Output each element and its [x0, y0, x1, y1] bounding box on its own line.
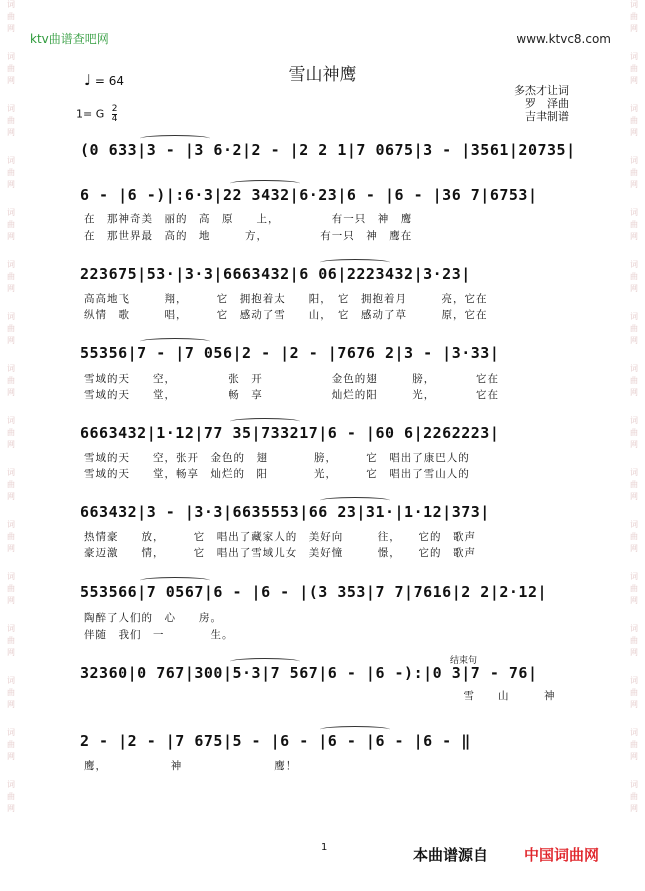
lyric-line: 豪迈激 情， 它 唱出了雪域儿女 美好憧 憬， 它的 歌声: [84, 547, 476, 559]
quarter-note-icon: ♩: [84, 71, 92, 89]
watermark-char: 网: [7, 232, 15, 241]
key-signature: [76, 105, 117, 124]
watermark-char: 词: [7, 312, 15, 321]
lyric-line: 伴随 我们 一 生。: [84, 629, 234, 641]
watermark-char: 词: [630, 260, 638, 269]
watermark-char: 曲: [7, 272, 15, 281]
watermark-char: 曲: [630, 64, 638, 73]
slur-mark: [140, 135, 210, 142]
watermark-char: 词: [630, 676, 638, 685]
watermark-char: 词: [630, 520, 638, 529]
site-name-left[interactable]: ktv曲谱查吧网: [30, 32, 109, 46]
source-label: 本曲谱源自: [413, 846, 489, 864]
composer-credit: 罗 泽曲: [525, 97, 569, 110]
watermark-char: 词: [630, 104, 638, 113]
watermark-char: 词: [7, 156, 15, 165]
watermark-char: 词: [630, 312, 638, 321]
watermark-char: 词: [7, 728, 15, 737]
watermark-char: 网: [630, 544, 638, 553]
watermark-char: 网: [7, 648, 15, 657]
watermark-char: 网: [630, 180, 638, 189]
watermark-char: 网: [7, 596, 15, 605]
watermark-char: 曲: [7, 220, 15, 229]
watermark-char: 词: [7, 208, 15, 217]
watermark-char: 曲: [630, 792, 638, 801]
watermark-char: 曲: [7, 116, 15, 125]
watermark-char: 词: [630, 728, 638, 737]
watermark-char: 网: [630, 700, 638, 709]
watermark-char: 词: [630, 364, 638, 373]
watermark-char: 网: [630, 128, 638, 137]
lyric-line: 雪域的天 堂，畅享 灿烂的 阳 光， 它 唱出了雪山人的: [84, 468, 470, 480]
watermark-char: 网: [7, 24, 15, 33]
page-number: 1: [321, 842, 328, 853]
slur-mark: [320, 259, 390, 266]
watermark-char: 词: [7, 364, 15, 373]
watermark-char: 词: [630, 156, 638, 165]
watermark-char: 曲: [630, 376, 638, 385]
watermark-char: 网: [630, 336, 638, 345]
notation-line: 55356|7 - |7 056|2 - |2 - |7676 2|3 - |3·33|: [80, 344, 500, 362]
watermark-char: 词: [7, 468, 15, 477]
watermark-char: 词: [630, 780, 638, 789]
watermark-char: 词: [630, 208, 638, 217]
watermark-char: 曲: [7, 584, 15, 593]
lyric-line: 在 那世界最 高的 地 方， 有一只 神 鹰在: [84, 230, 413, 242]
notation-line: 6 - |6 -)|:6·3|22 3432|6·23|6 - |6 - |36 7|6753|: [80, 186, 538, 204]
watermark-char: 网: [630, 596, 638, 605]
notation-line: 32360|0 767|300|5·3|7 567|6 - |6 -):|0 3|7 - 76|: [80, 664, 538, 682]
notation-line: 6663432|1·12|77 35|733217|6 - |60 6|2262223|: [80, 424, 500, 442]
watermark-char: 词: [7, 104, 15, 113]
watermark-char: 曲: [630, 636, 638, 645]
watermark-char: 词: [7, 416, 15, 425]
slur-mark: [230, 658, 300, 665]
lyric-line: 陶醉了人们的 心 房。: [84, 612, 222, 624]
watermark-char: 曲: [630, 688, 638, 697]
watermark-char: 词: [7, 0, 15, 9]
watermark-char: 网: [7, 76, 15, 85]
watermark-char: 曲: [7, 64, 15, 73]
watermark-char: 曲: [630, 220, 638, 229]
watermark-char: 网: [630, 388, 638, 397]
lyric-line: 雪域的天 空， 张 开 金色的翅 膀， 它在: [84, 373, 499, 385]
watermark-char: 网: [7, 544, 15, 553]
watermark-char: 曲: [630, 532, 638, 541]
watermark-char: 网: [7, 284, 15, 293]
watermark-char: 曲: [630, 480, 638, 489]
watermark-char: 曲: [7, 12, 15, 21]
watermark-char: 网: [630, 24, 638, 33]
lyric-line: 鹰， 神 鹰！: [84, 760, 298, 772]
credits-block: [514, 84, 569, 123]
notation-line: (0 633|3 - |3 6·2|2 - |2 2 1|7 0675|3 - |3561|20735|: [80, 141, 576, 159]
lyricist-credit: 多杰才让词: [514, 84, 569, 97]
notation-line: 553566|7 0567|6 - |6 - |(3 353|7 7|7616|2 2|2·12|: [80, 583, 548, 601]
watermark-char: 曲: [630, 428, 638, 437]
time-sig-bottom: 4: [111, 114, 118, 124]
notation-line: 223675|53·|3·3|6663432|6 06|2223432|3·23|: [80, 265, 471, 283]
slur-mark: [230, 180, 300, 187]
lyric-line: 纵情 歌 唱， 它 感动了雪 山， 它 感动了草 原，它在: [84, 309, 488, 321]
watermark-char: 网: [630, 804, 638, 813]
lyric-line: 雪域的天 空，张开 金色的 翅 膀， 它 唱出了康巴人的: [84, 452, 470, 464]
watermark-char: 词: [630, 624, 638, 633]
watermark-char: 曲: [630, 584, 638, 593]
watermark-char: 词: [7, 520, 15, 529]
source-site-link[interactable]: 中国词曲网: [524, 846, 600, 864]
watermark-char: 词: [7, 52, 15, 61]
watermark-char: 网: [7, 128, 15, 137]
watermark-char: 曲: [7, 532, 15, 541]
slur-mark: [140, 577, 210, 584]
watermark-char: 曲: [7, 168, 15, 177]
watermark-char: 网: [7, 388, 15, 397]
notation-line: 663432|3 - |3·3|6635553|66 23|31·|1·12|373|: [80, 503, 490, 521]
watermark-char: 网: [630, 440, 638, 449]
watermark-char: 网: [630, 492, 638, 501]
watermark-char: 网: [7, 752, 15, 761]
slur-mark: [140, 338, 210, 345]
watermark-char: 词: [630, 468, 638, 477]
watermark-char: 词: [7, 572, 15, 581]
watermark-char: 网: [630, 752, 638, 761]
watermark-char: 词: [630, 416, 638, 425]
song-title: 雪山神鹰: [288, 65, 357, 85]
watermark-char: 曲: [630, 12, 638, 21]
watermark-char: 网: [7, 804, 15, 813]
lyric-line: 热情豪 放， 它 唱出了藏家人的 美好向 往， 它的 歌声: [84, 531, 476, 543]
watermark-char: 词: [630, 0, 638, 9]
watermark-char: 词: [630, 52, 638, 61]
tempo-marking: [84, 71, 124, 89]
watermark-char: 曲: [7, 740, 15, 749]
watermark-char: 网: [7, 180, 15, 189]
watermark-char: 曲: [7, 324, 15, 333]
slur-mark: [230, 418, 300, 425]
watermark-char: 网: [7, 440, 15, 449]
watermark-char: 词: [7, 780, 15, 789]
lyric-line: 在 那神奇美 丽的 高 原 上， 有一只 神 鹰: [84, 213, 413, 225]
watermark-char: 曲: [7, 792, 15, 801]
watermark-char: 曲: [7, 688, 15, 697]
watermark-char: 曲: [630, 168, 638, 177]
watermark-char: 曲: [7, 636, 15, 645]
watermark-char: 词: [7, 676, 15, 685]
watermark-char: 词: [7, 260, 15, 269]
watermark-char: 网: [7, 700, 15, 709]
slur-mark: [320, 497, 390, 504]
lyric-line: 雪域的天 堂， 畅 享 灿烂的阳 光， 它在: [84, 389, 499, 401]
ending-label: 结束句: [450, 656, 478, 666]
key-value: 1= G: [76, 107, 105, 121]
lyric-line: 雪 山 神: [84, 690, 556, 702]
time-signature: [112, 105, 118, 124]
watermark-char: 曲: [630, 116, 638, 125]
watermark-char: 曲: [630, 740, 638, 749]
watermark-char: 曲: [7, 480, 15, 489]
notation-line: 2 - |2 - |7 675|5 - |6 - |6 - |6 - |6 - ‖: [80, 732, 471, 750]
watermark-char: 网: [7, 492, 15, 501]
watermark-char: 网: [630, 76, 638, 85]
lyric-line: 高高地飞 翔， 它 拥抱着太 阳， 它 拥抱着月 亮，它在: [84, 293, 488, 305]
watermark-char: 词: [630, 572, 638, 581]
watermark-char: 曲: [630, 324, 638, 333]
watermark-char: 曲: [7, 428, 15, 437]
watermark-char: 网: [630, 648, 638, 657]
left-watermark-column: [4, 0, 18, 891]
watermark-char: 曲: [630, 272, 638, 281]
time-sig-top: 2: [111, 104, 118, 114]
right-watermark-column: [627, 0, 641, 891]
watermark-char: 网: [630, 232, 638, 241]
arranger-credit: 吉聿制谱: [525, 110, 569, 123]
watermark-char: 网: [7, 336, 15, 345]
watermark-char: 网: [630, 284, 638, 293]
tempo-value: = 64: [94, 74, 125, 88]
site-url-right[interactable]: www.ktvc8.com: [516, 32, 611, 46]
watermark-char: 词: [7, 624, 15, 633]
slur-mark: [320, 726, 390, 733]
watermark-char: 曲: [7, 376, 15, 385]
